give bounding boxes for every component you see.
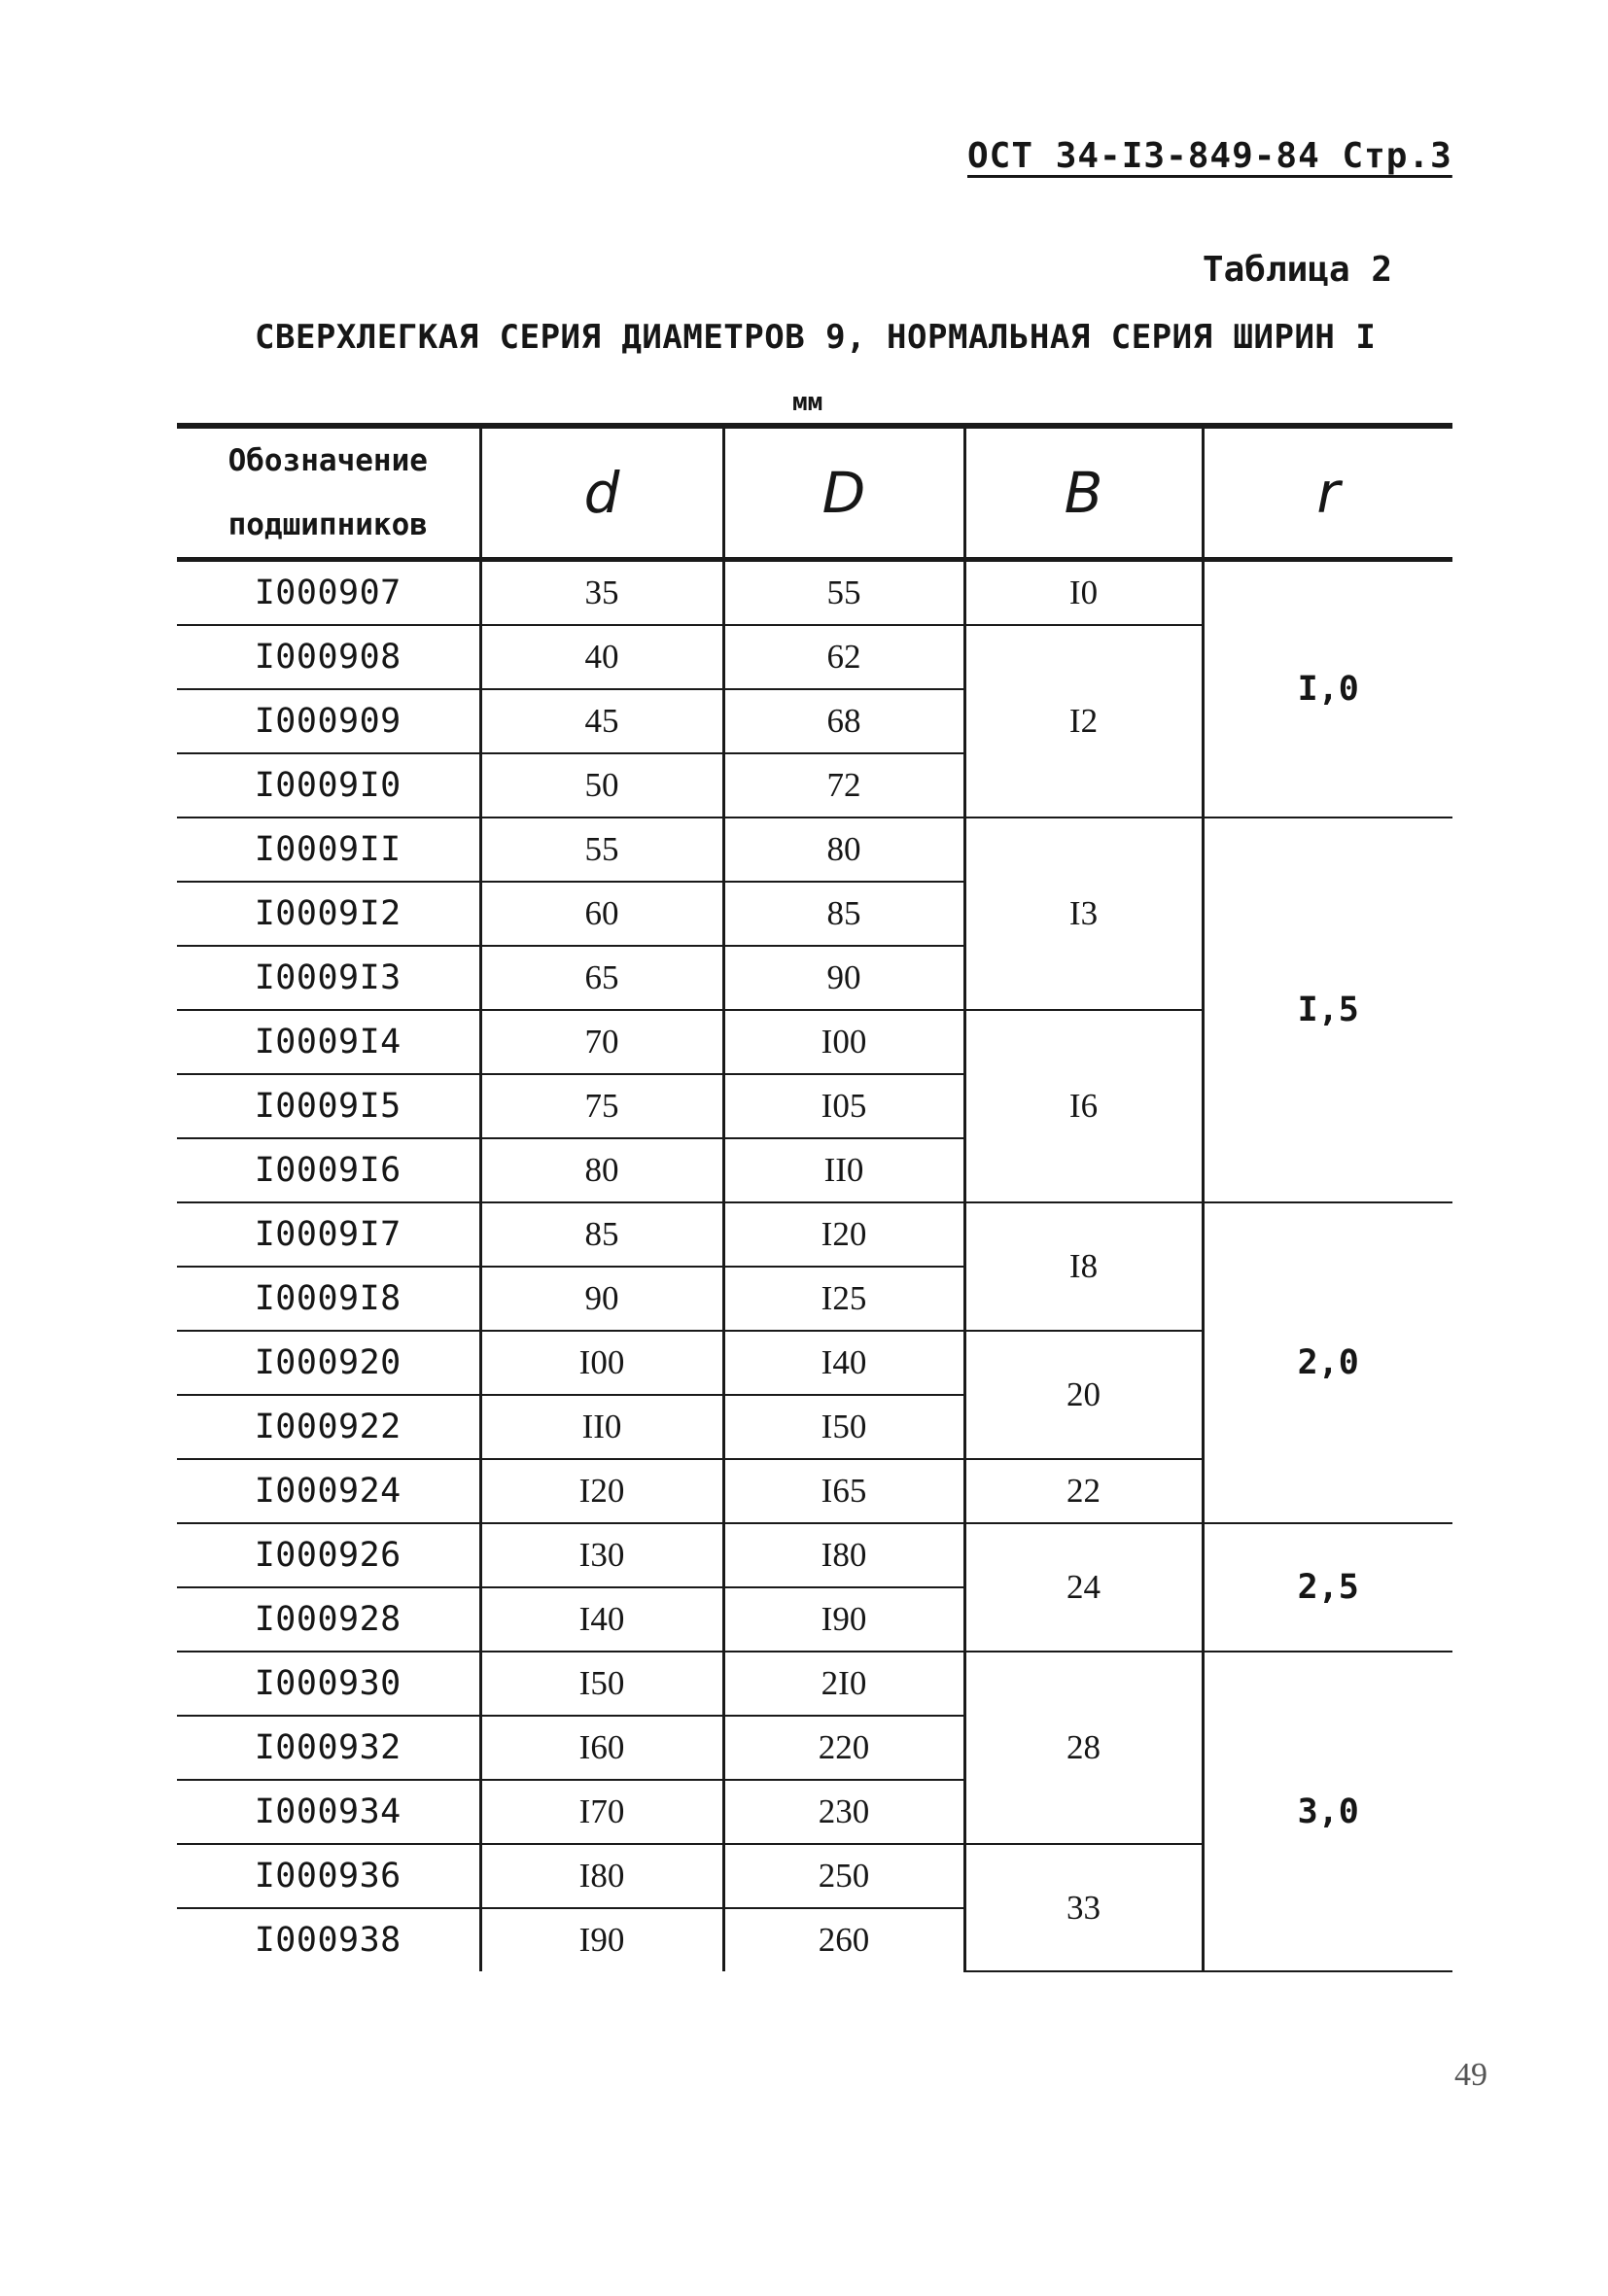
inner-diameter-d: I90: [480, 1908, 723, 1971]
width-B: 24: [964, 1523, 1203, 1652]
outer-diameter-D: I50: [723, 1395, 964, 1459]
table-header-row: [177, 426, 1452, 560]
outer-diameter-D: 68: [723, 689, 964, 753]
inner-diameter-d: I20: [480, 1459, 723, 1523]
outer-diameter-D: I00: [723, 1010, 964, 1074]
inner-diameter-d: 70: [480, 1010, 723, 1074]
width-B: I3: [964, 818, 1203, 1010]
outer-diameter-D: 250: [723, 1844, 964, 1908]
page-number: 49: [1454, 2057, 1487, 2093]
bearing-designation: I0009I0: [177, 753, 480, 818]
header-r: [1203, 426, 1452, 560]
bearing-designation: I000907: [177, 560, 480, 626]
header-designation: [177, 426, 480, 560]
outer-diameter-D: I20: [723, 1202, 964, 1267]
bearing-designation: I0009I6: [177, 1138, 480, 1202]
header-d-symbol: d: [583, 460, 620, 526]
header-designation-line1: Обозначение: [227, 443, 428, 478]
outer-diameter-D: 260: [723, 1908, 964, 1971]
outer-diameter-D: II0: [723, 1138, 964, 1202]
header-r-symbol: r: [1316, 460, 1341, 526]
inner-diameter-d: I40: [480, 1587, 723, 1652]
bearing-designation: I0009I3: [177, 946, 480, 1010]
header-designation-line2: подшипников: [227, 507, 428, 542]
bearing-dimensions-table: [177, 423, 1452, 1972]
bearing-designation: I0009I2: [177, 882, 480, 946]
inner-diameter-d: 55: [480, 818, 723, 882]
bearing-designation: I000930: [177, 1652, 480, 1716]
inner-diameter-d: 65: [480, 946, 723, 1010]
width-B: I2: [964, 625, 1203, 818]
bearing-designation: I0009I5: [177, 1074, 480, 1138]
header-d: [480, 426, 723, 560]
outer-diameter-D: 72: [723, 753, 964, 818]
outer-diameter-D: 62: [723, 625, 964, 689]
header-D-symbol: D: [821, 460, 866, 526]
width-B: I8: [964, 1202, 1203, 1331]
width-B: 20: [964, 1331, 1203, 1459]
bearing-designation: I000920: [177, 1331, 480, 1395]
width-B: I6: [964, 1010, 1203, 1202]
header-B: [964, 426, 1203, 560]
width-B: 33: [964, 1844, 1203, 1971]
inner-diameter-d: I30: [480, 1523, 723, 1587]
bearing-designation: I000926: [177, 1523, 480, 1587]
chamfer-r: I,5: [1203, 818, 1452, 1202]
inner-diameter-d: 90: [480, 1267, 723, 1331]
width-B: 22: [964, 1459, 1203, 1523]
inner-diameter-d: 80: [480, 1138, 723, 1202]
bearing-designation: I0009I4: [177, 1010, 480, 1074]
outer-diameter-D: I65: [723, 1459, 964, 1523]
outer-diameter-D: I40: [723, 1331, 964, 1395]
outer-diameter-D: 220: [723, 1716, 964, 1780]
bearing-designation: I000934: [177, 1780, 480, 1844]
outer-diameter-D: 2I0: [723, 1652, 964, 1716]
outer-diameter-D: 230: [723, 1780, 964, 1844]
outer-diameter-D: 85: [723, 882, 964, 946]
inner-diameter-d: I70: [480, 1780, 723, 1844]
bearing-designation: I000924: [177, 1459, 480, 1523]
outer-diameter-D: 55: [723, 560, 964, 626]
inner-diameter-d: I60: [480, 1716, 723, 1780]
inner-diameter-d: 75: [480, 1074, 723, 1138]
inner-diameter-d: 35: [480, 560, 723, 626]
units-label: мм: [792, 388, 823, 417]
bearing-designation: I000936: [177, 1844, 480, 1908]
width-B: 28: [964, 1652, 1203, 1844]
inner-diameter-d: II0: [480, 1395, 723, 1459]
outer-diameter-D: I90: [723, 1587, 964, 1652]
bearing-designation: I000928: [177, 1587, 480, 1652]
inner-diameter-d: 60: [480, 882, 723, 946]
outer-diameter-D: I05: [723, 1074, 964, 1138]
bearing-designation: I0009I7: [177, 1202, 480, 1267]
bearing-designation: I000908: [177, 625, 480, 689]
header-B-symbol: B: [1064, 460, 1103, 526]
outer-diameter-D: I80: [723, 1523, 964, 1587]
bearing-designation: I0009II: [177, 818, 480, 882]
inner-diameter-d: 40: [480, 625, 723, 689]
header-D: [723, 426, 964, 560]
table-row: [177, 818, 1452, 882]
outer-diameter-D: 90: [723, 946, 964, 1010]
table-row: [177, 1652, 1452, 1716]
chamfer-r: I,0: [1203, 560, 1452, 818]
bearing-designation: I000938: [177, 1908, 480, 1971]
bearing-designation: I0009I8: [177, 1267, 480, 1331]
table-row: [177, 1202, 1452, 1267]
table-row: [177, 560, 1452, 626]
chamfer-r: 2,5: [1203, 1523, 1452, 1652]
chamfer-r: 3,0: [1203, 1652, 1452, 1971]
width-B: I0: [964, 560, 1203, 626]
table-title: СВЕРХЛЕГКАЯ СЕРИЯ ДИАМЕТРОВ 9, НОРМАЛЬНАЯ СЕРИЯ ШИРИН I: [255, 318, 1377, 357]
bearing-designation: I000922: [177, 1395, 480, 1459]
outer-diameter-D: 80: [723, 818, 964, 882]
chamfer-r: 2,0: [1203, 1202, 1452, 1523]
document-reference: ОСТ 34-I3-849-84 Стр.3: [967, 136, 1452, 176]
bearing-designation: I000909: [177, 689, 480, 753]
table-label: Таблица 2: [1202, 250, 1392, 290]
inner-diameter-d: I50: [480, 1652, 723, 1716]
bearing-designation: I000932: [177, 1716, 480, 1780]
inner-diameter-d: 45: [480, 689, 723, 753]
inner-diameter-d: 85: [480, 1202, 723, 1267]
table-row: [177, 1523, 1452, 1587]
inner-diameter-d: I00: [480, 1331, 723, 1395]
outer-diameter-D: I25: [723, 1267, 964, 1331]
table-body: [177, 560, 1452, 1972]
inner-diameter-d: I80: [480, 1844, 723, 1908]
inner-diameter-d: 50: [480, 753, 723, 818]
